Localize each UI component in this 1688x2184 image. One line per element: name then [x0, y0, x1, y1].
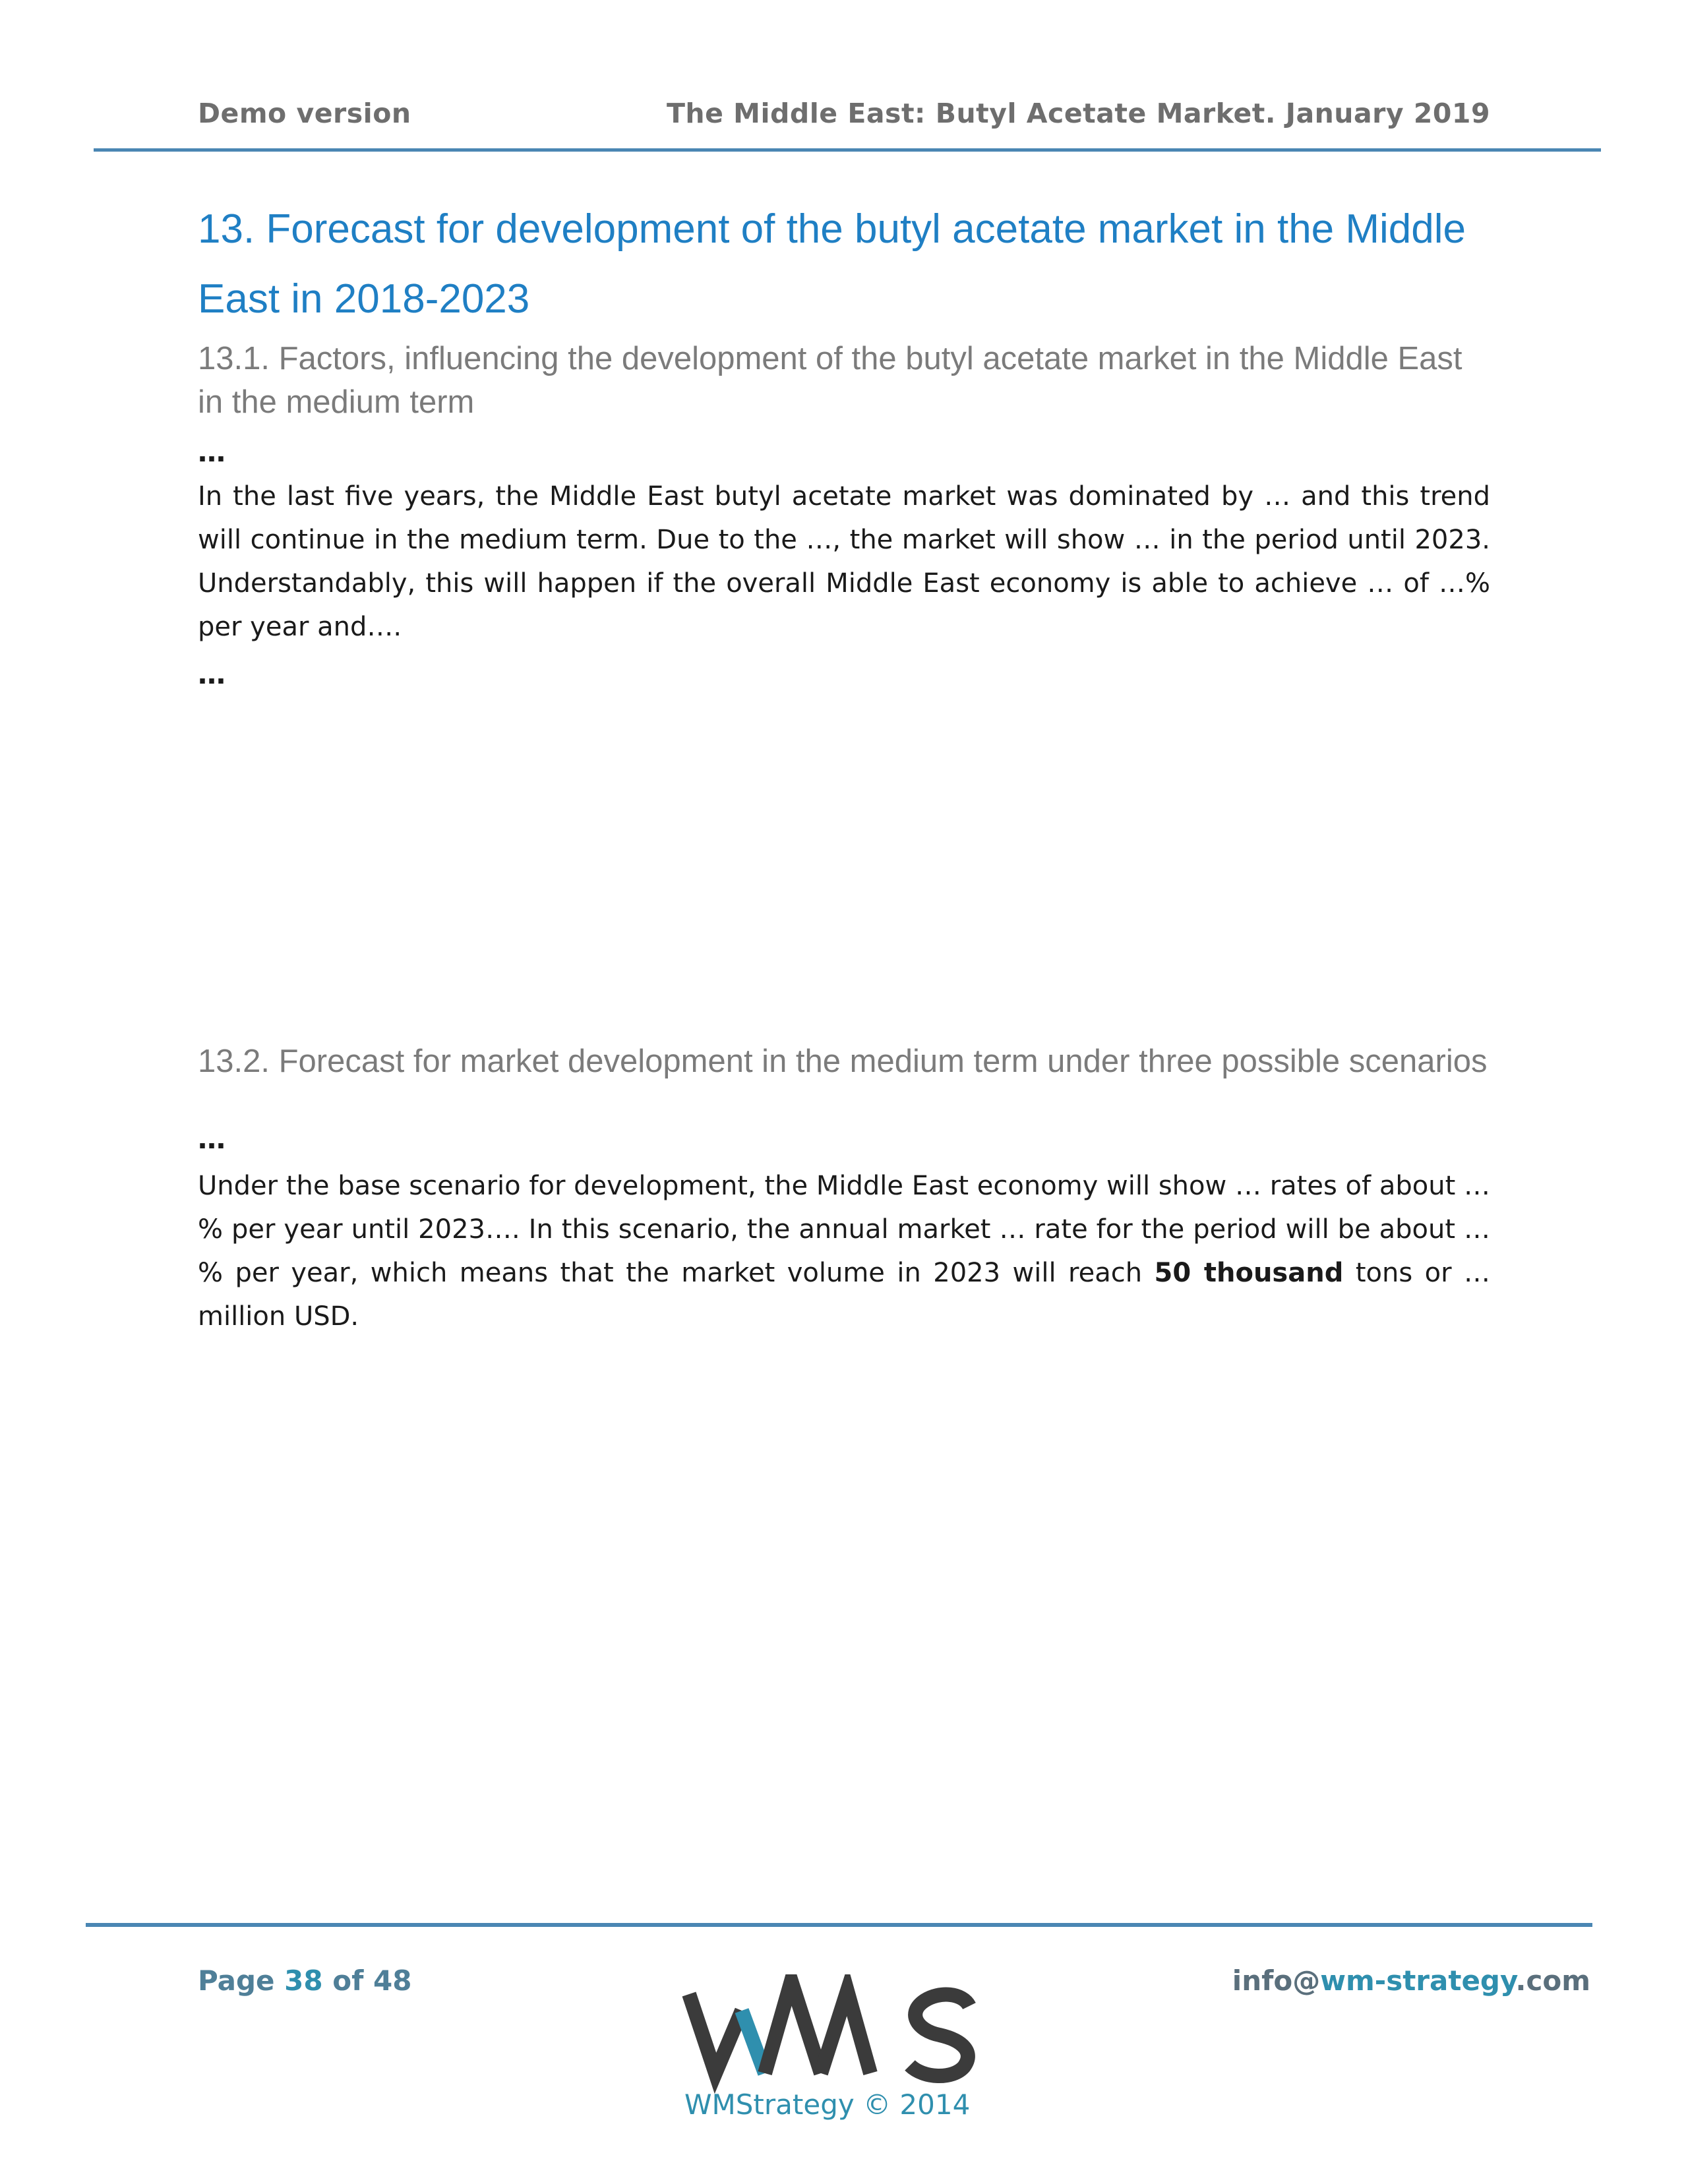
- market-volume-highlight: 50 thousand: [1154, 1258, 1344, 1288]
- email-user: info@: [1232, 1964, 1321, 1997]
- section-13-2-text-a: Under the base scenario for development, the Middle East economy will show … rates of about …% per year until 2023…. In this scenario, the annual market … rate for the period will be about …% per year, which means that the market volume in 2023 will reach: [198, 1171, 1490, 1288]
- section-13-2-paragraph: [198, 1164, 1490, 1338]
- footer-divider: [86, 1923, 1592, 1927]
- logo-caption: WMStrategy © 2014: [684, 2088, 971, 2121]
- header-report-title: The Middle East: Butyl Acetate Market. January 2019: [666, 98, 1490, 129]
- section-13-1-heading: 13.1. Factors, influencing the development of the butyl acetate market in the Middle East in the medium term: [198, 341, 1462, 420]
- section-13-2-ellipsis: …: [198, 1123, 226, 1155]
- page-total: 48: [373, 1964, 412, 1997]
- page-prefix: Page: [198, 1964, 285, 1997]
- page-current: 38: [284, 1964, 323, 1997]
- section-13-2-heading: 13.2. Forecast for market development in the medium term under three possible scenarios: [198, 1044, 1488, 1079]
- page-content: [198, 194, 1490, 1338]
- section-13-1-ellipsis-bottom: …: [198, 658, 226, 690]
- section-13-2-text-b: tons or … million USD.: [198, 1258, 1491, 1332]
- header-divider: [94, 148, 1601, 152]
- page-header: [198, 98, 1490, 137]
- contact-email[interactable]: [1232, 1964, 1590, 1997]
- page-number: [198, 1964, 411, 1997]
- header-demo-label: Demo version: [198, 98, 411, 129]
- page-of: of: [322, 1964, 373, 1997]
- section-13-1-ellipsis-top: …: [198, 436, 226, 468]
- section-13-heading: 13. Forecast for development of the butyl acetate market in the Middle East in 2018-2023: [198, 206, 1466, 322]
- email-tld: .com: [1515, 1964, 1590, 1997]
- email-domain: wm-strategy: [1320, 1964, 1516, 1997]
- section-13-1-paragraph: In the last five years, the Middle East butyl acetate market was dominated by … and this trend will continue in the medium term. Due to the …, the market will show … in the period until 2023. Understandably, this will happen if the overall Middle East economy is able to achieve … of …% per year and….: [198, 481, 1490, 642]
